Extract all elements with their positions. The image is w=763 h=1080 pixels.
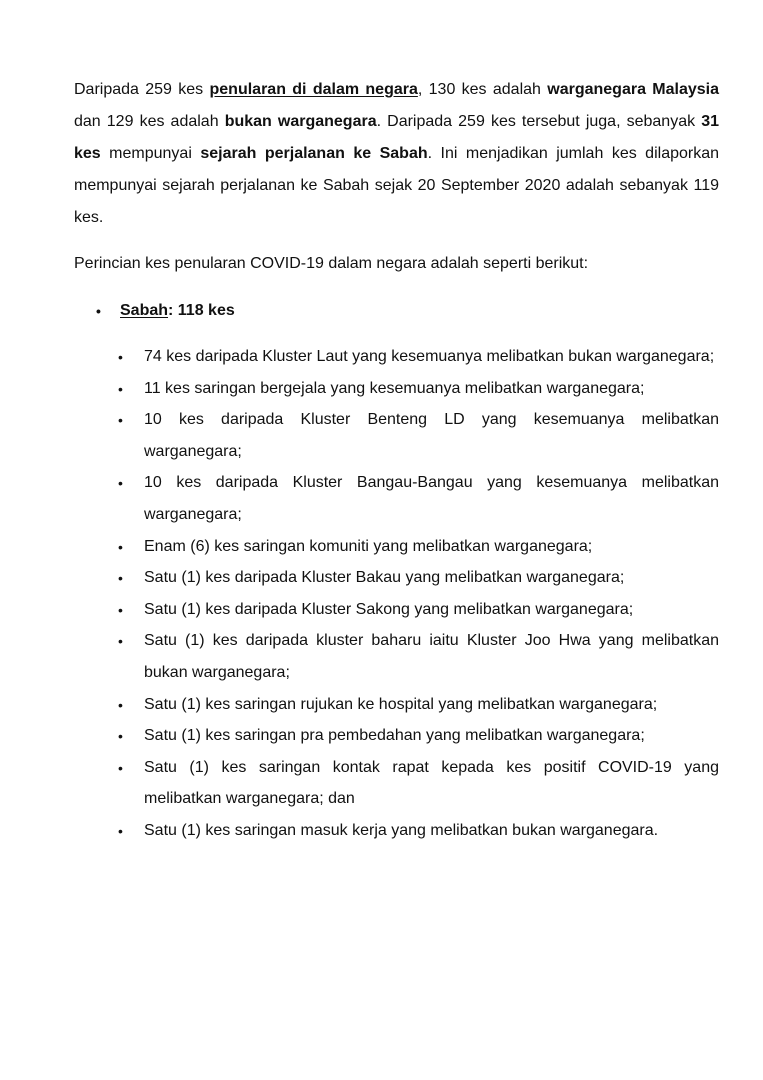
document-page xyxy=(74,74,719,847)
underlined-term: penularan di dalam negara xyxy=(209,81,418,98)
lead-paragraph: Perincian kes penularan COVID-19 dalam negara adalah seperti berikut: xyxy=(74,255,589,272)
list-item-text: Satu (1) kes daripada Kluster Sakong yang melibatkan warganegara; xyxy=(144,600,634,618)
intro-paragraph xyxy=(74,74,719,234)
bullet-icon: • xyxy=(118,822,123,839)
bold-term: 31 kes xyxy=(74,113,719,162)
bullet-icon: • xyxy=(118,380,123,397)
list-item xyxy=(74,562,719,594)
list-item-text: Satu (1) kes saringan rujukan ke hospital yang melibatkan warganegara; xyxy=(144,695,658,713)
list-item xyxy=(74,373,719,405)
state-count: : 118 kes xyxy=(168,302,235,319)
text: . Ini menjadikan jumlah kes dilaporkan mempunyai sejarah perjalanan ke Sabah sejak 20 September 2020 adalah sebanyak 119 kes. xyxy=(74,145,720,226)
bullet-icon: • xyxy=(118,570,123,587)
list-item-text: Satu (1) kes saringan kontak rapat kepada kes positif COVID-19 yang melibatkan warganegara; dan xyxy=(144,758,719,808)
bullet-icon: • xyxy=(118,759,123,776)
list-item-text: Enam (6) kes saringan komuniti yang melibatkan warganegara; xyxy=(144,537,593,555)
bold-term: bukan warganegara xyxy=(224,113,377,130)
list-item xyxy=(74,625,719,688)
bold-term: sejarah perjalanan ke Sabah xyxy=(200,145,428,162)
bullet-icon: • xyxy=(118,633,123,650)
text: mempunyai xyxy=(100,145,201,162)
text: Daripada 259 kes xyxy=(74,81,210,98)
list-item-text: 10 kes daripada Kluster Bangau-Bangau yang kesemuanya melibatkan warganegara; xyxy=(144,474,719,523)
list-item-text: Satu (1) kes daripada Kluster Bakau yang melibatkan warganegara; xyxy=(144,569,625,587)
list-item xyxy=(74,689,719,721)
list-item-text: Satu (1) kes saringan pra pembedahan yang melibatkan warganegara; xyxy=(144,727,645,745)
state-name: Sabah xyxy=(120,302,169,319)
list-item xyxy=(74,720,719,752)
list-item-text: 10 kes daripada Kluster Benteng LD yang kesemuanya melibatkan warganegara; xyxy=(144,411,719,460)
bullet-icon: • xyxy=(118,538,123,555)
list-item xyxy=(74,341,719,373)
bullet-icon: • xyxy=(118,696,123,713)
text: . Daripada 259 kes tersebut juga, sebanyak xyxy=(376,113,702,130)
list-item-text: Satu (1) kes daripada kluster baharu iaitu Kluster Joo Hwa yang melibatkan bukan warganegara; xyxy=(144,632,719,681)
list-item xyxy=(74,404,719,467)
list-item xyxy=(74,815,719,847)
bullet-icon: • xyxy=(118,475,123,492)
list-item-text: 11 kes saringan bergejala yang kesemuanya melibatkan warganegara; xyxy=(144,379,645,397)
bullet-icon: • xyxy=(118,412,123,429)
list-item-text: 74 kes daripada Kluster Laut yang kesemuanya melibatkan bukan warganegara; xyxy=(144,348,715,365)
bullet-icon: • xyxy=(118,728,123,745)
text: , 130 kes adalah xyxy=(417,81,548,98)
state-heading-sabah xyxy=(74,295,719,327)
case-breakdown-list xyxy=(74,341,719,847)
bold-term: warganegara Malaysia xyxy=(547,81,720,98)
list-item xyxy=(74,752,719,815)
bullet-icon: • xyxy=(118,601,123,618)
list-item xyxy=(74,594,719,626)
list-item-text: Satu (1) kes saringan masuk kerja yang melibatkan bukan warganegara. xyxy=(144,821,659,839)
bullet-icon: • xyxy=(96,303,101,319)
bullet-icon: • xyxy=(118,349,123,365)
text: dan 129 kes adalah xyxy=(74,113,225,130)
list-item xyxy=(74,531,719,563)
list-item xyxy=(74,467,719,530)
